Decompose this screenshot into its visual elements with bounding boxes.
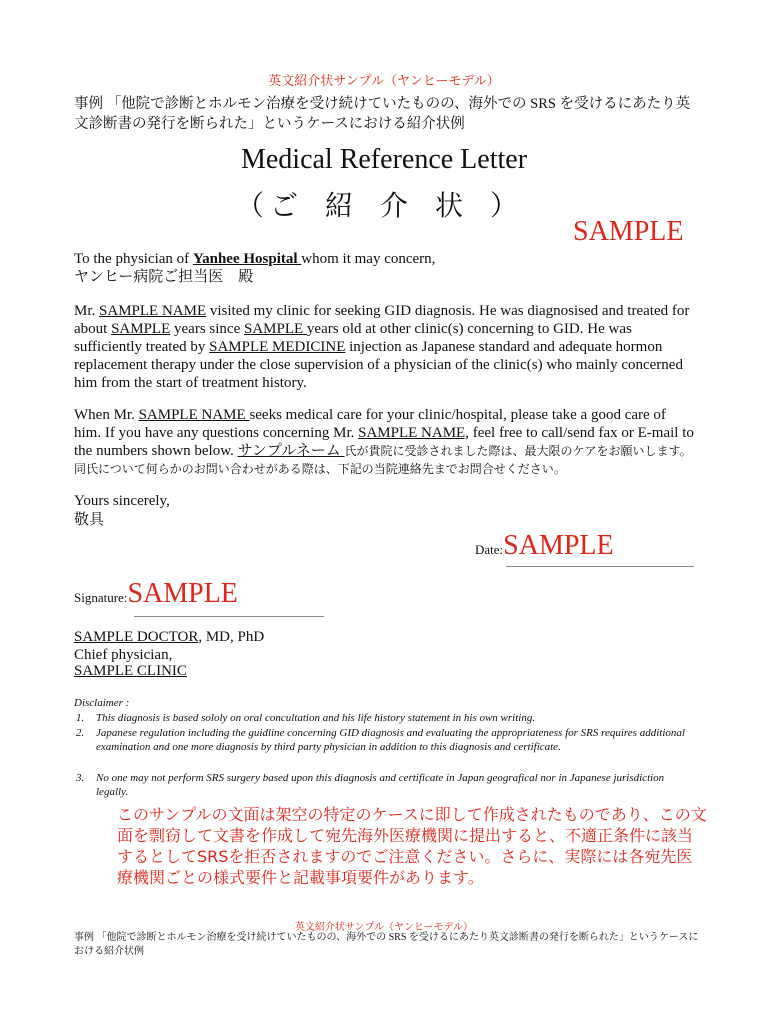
doctor-degrees: , MD, PhD xyxy=(198,629,265,645)
doctor-name: SAMPLE DOCTOR xyxy=(74,629,199,645)
text: years since xyxy=(170,321,244,337)
disclaimer-text: This diagnosis is based sololy on oral concultation and his life history statement in his own writing. xyxy=(96,712,536,724)
patient-name-japanese: サンプルネーム xyxy=(237,443,345,459)
greeting-prefix: To the physician of xyxy=(74,251,193,267)
patient-name: SAMPLE NAME, xyxy=(358,425,469,441)
paragraph-request xyxy=(74,406,694,478)
greeting xyxy=(74,250,694,268)
date-underline xyxy=(506,566,694,567)
document-title-japanese: （ご 紹 介 状 ） xyxy=(236,191,525,222)
disclaimer-item xyxy=(76,772,696,799)
paragraph-patient-history xyxy=(74,302,694,392)
signature-label: Signature: xyxy=(74,590,128,605)
treatment-years: SAMPLE xyxy=(111,321,171,337)
closing-japanese: 敬具 xyxy=(74,512,105,528)
signature-value: SAMPLE xyxy=(127,578,238,609)
signature-underline xyxy=(134,616,324,617)
date-label: Date: xyxy=(475,542,504,557)
request-japanese: 氏が貴院に受診されました際は、最大限のケアをお願いします。同氏について何らかのお問い合わせがある際は、下記の当院連絡先までお問合せください。 xyxy=(74,444,692,476)
greeting-japanese: ヤンヒー病院ご担当医 殿 xyxy=(74,269,254,285)
date-field xyxy=(475,530,614,562)
disclaimer-item xyxy=(76,712,696,726)
disclaimer-number: 3. xyxy=(76,772,85,784)
disclaimer-text: No one may not perform SRS surgery based upon this diagnosis and certificate in Japan geografical nor in Japanese jurisdiction legally. xyxy=(96,772,665,798)
disclaimer-heading: Disclaimer : xyxy=(74,697,130,709)
document-title: Medical Reference Letter xyxy=(240,144,528,175)
disclaimer-text: Japanese regulation including the guidline concerning GID diagnosis and evaluating the appropriateness for SRS requires additional examination and one more diagnosis by third party physician in addition to this diagnosis and certificate. xyxy=(96,727,685,753)
medicine-name: SAMPLE MEDICINE xyxy=(209,339,346,355)
warning-notice: このサンプルの文面は架空の特定のケースに即して作成されたものであり、この文面を剽窃して文書を作成して宛先海外医療機関に提出すると、不適正条件に該当するとしてSRSを拒否されますのでご注意ください。さらに、実際には各宛先医療機関ごとの様式要件と記載事項要件があります。 xyxy=(117,805,707,887)
clinic-name: SAMPLE CLINIC xyxy=(74,663,187,679)
sample-stamp: SAMPLE xyxy=(573,216,684,247)
disclaimer-item xyxy=(76,727,696,754)
hospital-name: Yanhee Hospital xyxy=(192,251,302,267)
text: visited my clinic for seeking GID diagnosis. He was diagnosised and treated for about xyxy=(74,303,690,337)
signature-field xyxy=(74,578,238,610)
patient-age: SAMPLE xyxy=(243,321,307,337)
header-case-line-1: 事例 「他院で診断とホルモン治療を受け続けていたものの、海外での SRS を受けるにあたり英 xyxy=(74,96,691,112)
text: feel free to call/send fax or E-mail to the numbers shown below. xyxy=(74,425,694,459)
text: Mr. xyxy=(74,303,100,319)
text: When Mr. xyxy=(74,407,139,423)
text: seeks medical care for your clinic/hospital, please take a good care of him. If you have any questions concerning Mr. xyxy=(74,407,666,441)
closing: Yours sincerely, xyxy=(74,493,170,509)
text: injection as Japanese standard and adequate hormon replacement therapy under the close supervision of a physician of the clinic(s) who mainly concerned him from the start of treatment history. xyxy=(74,339,683,391)
greeting-suffix: whom it may concern, xyxy=(301,251,436,267)
disclaimer-number: 1. xyxy=(76,712,85,724)
header-case-line-2: 文診断書の発行を断られた」というケースにおける紹介状例 xyxy=(74,116,465,132)
doctor-role: Chief physician, xyxy=(74,647,173,663)
header-sample-title: 英文紹介状サンプル（ヤンヒーモデル） xyxy=(268,73,500,88)
doctor-name-line xyxy=(74,628,694,646)
patient-name: SAMPLE NAME xyxy=(99,303,207,319)
patient-name: SAMPLE NAME xyxy=(138,407,250,423)
date-value: SAMPLE xyxy=(503,530,614,561)
text: years old at other clinic(s) concerning to GID. He was sufficiently treated by xyxy=(74,321,632,355)
disclaimer-number: 2. xyxy=(76,727,85,739)
footer-case-text: 事例 「他院で診断とホルモン治療を受け続けていたものの、海外での SRS を受けるにあたり英文診断書の発行を断られた」というケースにおける紹介状例 xyxy=(74,932,699,957)
footer-sample-title: 英文紹介状サンプル（ヤンヒーモデル） xyxy=(294,922,474,933)
